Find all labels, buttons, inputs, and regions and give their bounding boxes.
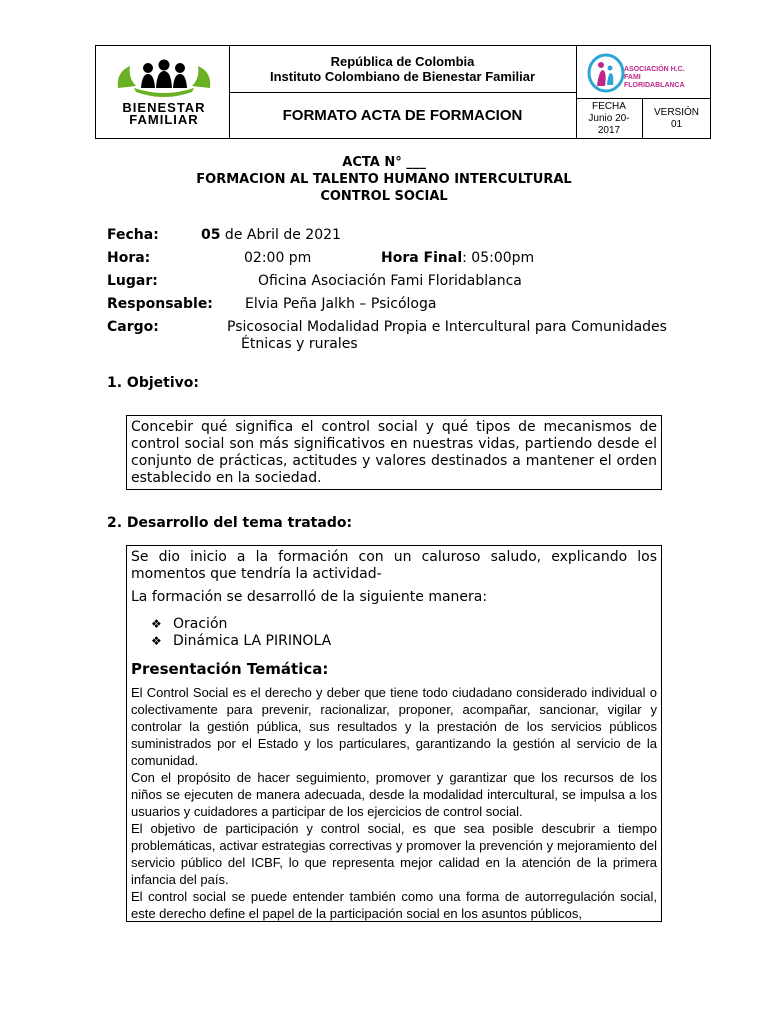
logo-text-line2: FAMILIAR: [129, 112, 199, 127]
fecha-value-1: Junio 20-: [588, 112, 630, 124]
paragraph: El Control Social es el derecho y deber que tiene todo ciudadano considerado individual o colectivamente para prevenir, racionalizar, proponer, acompañar, sancionar, vigilar y controlar la gestión pública, sus resultados y la prestación de los servicios públicos suministrados por el Estado y los particulares, garantizando la gestión al servicio de la comunidad.: [131, 685, 657, 768]
objetivo-box: [126, 415, 662, 490]
association-logo-cell: [576, 46, 710, 99]
version-value: 01: [670, 118, 683, 130]
hora-final: [381, 250, 534, 267]
logo-text-line1: BIENESTAR: [122, 100, 206, 115]
section-desarrollo-heading: 2. Desarrollo del tema tratado:: [107, 515, 353, 531]
fecha-month-year: de Abril de 2021: [220, 227, 341, 243]
diamond-bullet-icon: ❖: [151, 634, 162, 648]
list-item-text: Dinámica LA PIRINOLA: [173, 633, 332, 649]
org-line2: Instituto Colombiano de Bienestar Familiar: [269, 69, 536, 84]
hora-final-label: Hora Final: [381, 250, 463, 266]
assoc-text-line2: FAMI FLORIDABLANCA: [624, 74, 685, 89]
desarrollo-box: [126, 545, 662, 922]
paragraph: El control social se puede entender también como una forma de autorregulación social, este derecho define el papel de la participación social en los asuntos públicos,: [131, 889, 657, 921]
version-label: VERSIÓN: [653, 106, 699, 118]
section-objetivo-heading: 1. Objetivo:: [107, 375, 199, 391]
paragraph: El objetivo de participación y control social, es que sea posible descubrir a tiempo problemáticas, activar estrategias correctivas y promover la prevención y mejoramiento del servicio público del ICBF, lo que representa mejor calidad en la atención de la primera infancia del país.: [131, 821, 657, 887]
objetivo-text: Concebir qué significa el control social y qué tipos de mecanismos de control social son más significativos en nuestras vidas, partiendo desde el conjunto de prácticas, actitudes y valores destinados a mantener el orden establecido en la sociedad.: [131, 419, 657, 486]
responsable-label: Responsable:: [107, 296, 213, 312]
hora-label: Hora:: [107, 250, 151, 266]
hora-final-value: : 05:00pm: [462, 250, 535, 266]
desarrollo-manner: La formación se desarrolló de la siguiente manera:: [131, 589, 488, 605]
diamond-bullet-icon: ❖: [151, 617, 162, 631]
fecha-value-2: 2017: [597, 124, 621, 136]
fecha-label: Fecha:: [107, 227, 159, 243]
acta-number: ACTA N° ___: [342, 155, 426, 170]
document-header: [95, 45, 711, 139]
asociacion-fami-logo: [586, 52, 700, 94]
logo-cell: [96, 46, 230, 138]
lugar-value: Oficina Asociación Fami Floridablanca: [258, 273, 522, 289]
desarrollo-intro: Se dio inicio a la formación con un caluroso saludo, explicando los momentos que tendría la actividad-: [131, 549, 657, 582]
cargo-value-line2: Étnicas y rurales: [241, 336, 358, 352]
organization-name: [229, 46, 576, 93]
bienestar-familiar-logo: [114, 58, 214, 128]
activity-list: [151, 616, 657, 650]
responsable-value: Elvia Peña Jalkh – Psicóloga: [245, 296, 437, 312]
bienestar-familiar-logo-icon: [114, 58, 214, 100]
asociacion-logo-icon: [586, 52, 626, 94]
list-item-text: Oración: [173, 616, 228, 632]
fecha-cell: [576, 99, 643, 138]
fecha-day: 05: [201, 227, 221, 243]
paragraph: Con el propósito de hacer seguimiento, promover y garantizar que los recursos de los niños se ejecuten de manera adecuada, desde la modalidad intercultural, se impulsa a los usuarios y cuidadores a participar de los ejercicios de control social.: [131, 770, 657, 819]
document-titles: [95, 154, 673, 205]
fecha-value: [201, 227, 341, 244]
asociacion-logo-text: [624, 66, 700, 90]
version-cell: [643, 99, 710, 138]
fecha-label: FECHA: [592, 100, 626, 112]
presentacion-heading: Presentación Temática:: [131, 660, 329, 678]
form-title: FORMATO ACTA DE FORMACION: [282, 107, 523, 124]
hora-value: 02:00 pm: [244, 250, 312, 266]
org-line1: República de Colombia: [330, 54, 475, 69]
assoc-text-line1: ASOCIACIÓN H.C.: [624, 66, 685, 73]
list-item: [151, 633, 657, 650]
lugar-label: Lugar:: [107, 273, 158, 289]
training-title: FORMACION AL TALENTO HUMANO INTERCULTURAL: [196, 172, 572, 187]
cargo-value-line1: Psicosocial Modalidad Propia e Intercultural para Comunidades: [227, 319, 667, 335]
training-subtitle: CONTROL SOCIAL: [320, 189, 448, 204]
header-middle: [229, 46, 577, 138]
cargo-label: Cargo:: [107, 319, 159, 335]
list-item: [151, 616, 657, 633]
